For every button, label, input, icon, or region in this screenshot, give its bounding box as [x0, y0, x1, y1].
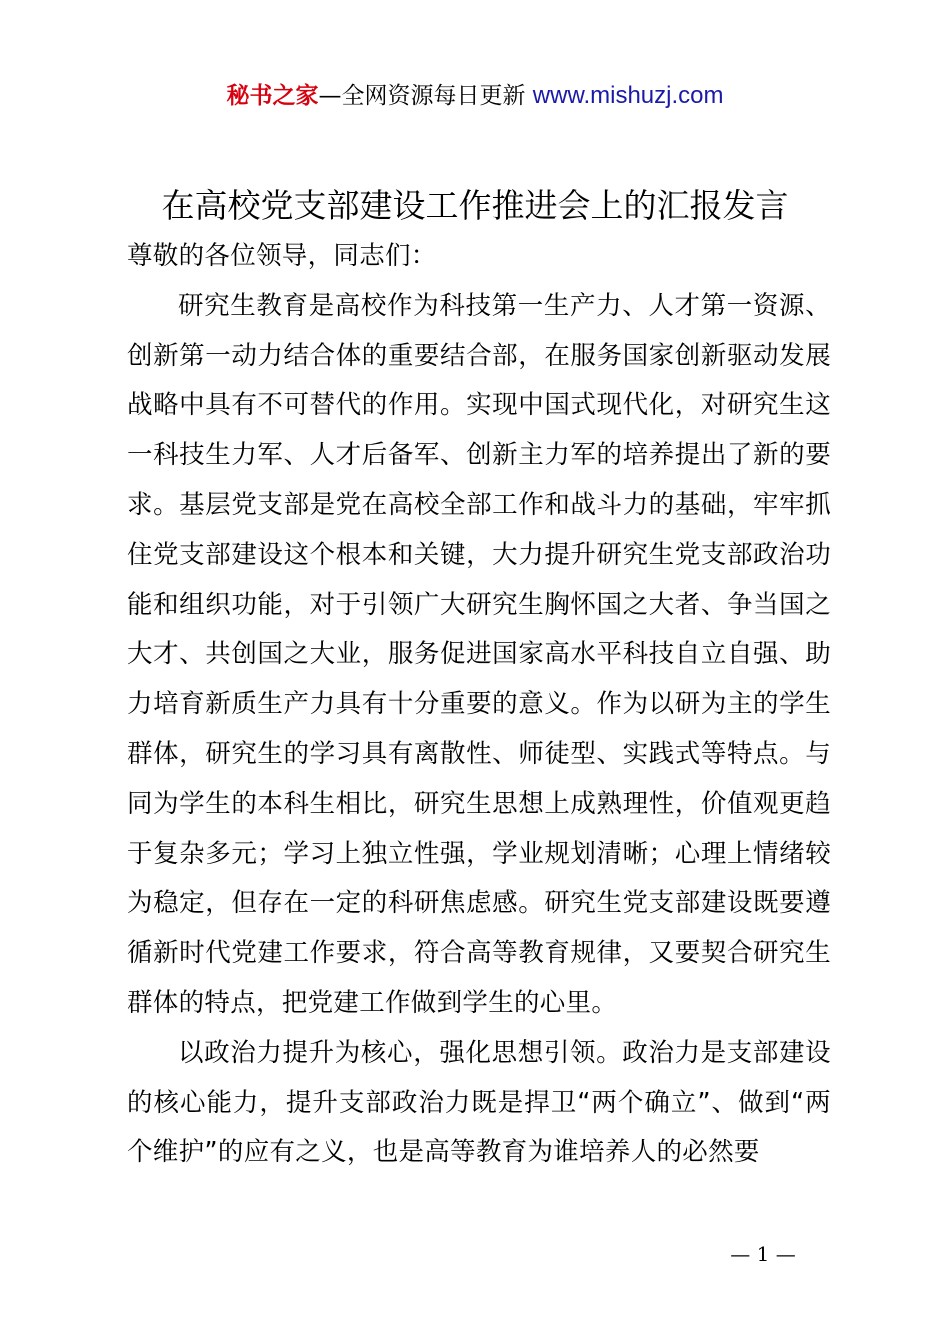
site-name: 秘书之家: [226, 83, 319, 109]
salutation: 尊敬的各位领导，同志们：: [127, 241, 437, 271]
document-title: 在高校党支部建设工作推进会上的汇报发言: [161, 186, 789, 225]
site-slogan: —全网资源每日更新: [318, 83, 526, 109]
site-header: [0, 78, 950, 114]
paragraph-2: 以政治力提升为核心，强化思想引领。政治力是支部建设的核心能力，提升支部政治力既是捍卫“两个确立”、做到“两个维护”的应有之义，也是高等教育为谁培养人的必然要: [127, 1037, 831, 1168]
document-body: [127, 232, 831, 1178]
site-url-link[interactable]: www.mishuzj.com: [532, 82, 724, 109]
paragraph-1: 研究生教育是高校作为科技第一生产力、人才第一资源、创新第一动力结合体的重要结合部，在服务国家创新驱动发展战略中具有不可替代的作用。实现中国式现代化，对研究生这一科技生力军、人才后备军、创新主力军的培养提出了新的要求。基层党支部是党在高校全部工作和战斗力的基础，牢牢抓住党支部建设这个根本和关键，大力提升研究生党支部政治功能和组织功能，对于引领广大研究生胸怀国之大者、争当国之大才、共创国之大业，服务促进国家高水平科技自立自强、助力培育新质生产力具有十分重要的意义。作为以研为主的学生群体，研究生的学习具有离散性、师徒型、实践式等特点。与同为学生的本科生相比，研究生思想上成熟理性，价值观更趋于复杂多元；学习上独立性强，学业规划清晰；心理上情绪较为稳定，但存在一定的科研焦虑感。研究生党支部建设既要遵循新时代党建工作要求，符合高等教育规律，又要契合研究生群体的特点，把党建工作做到学生的心里。: [127, 290, 831, 1018]
page-number: — 1 —: [730, 1242, 796, 1266]
